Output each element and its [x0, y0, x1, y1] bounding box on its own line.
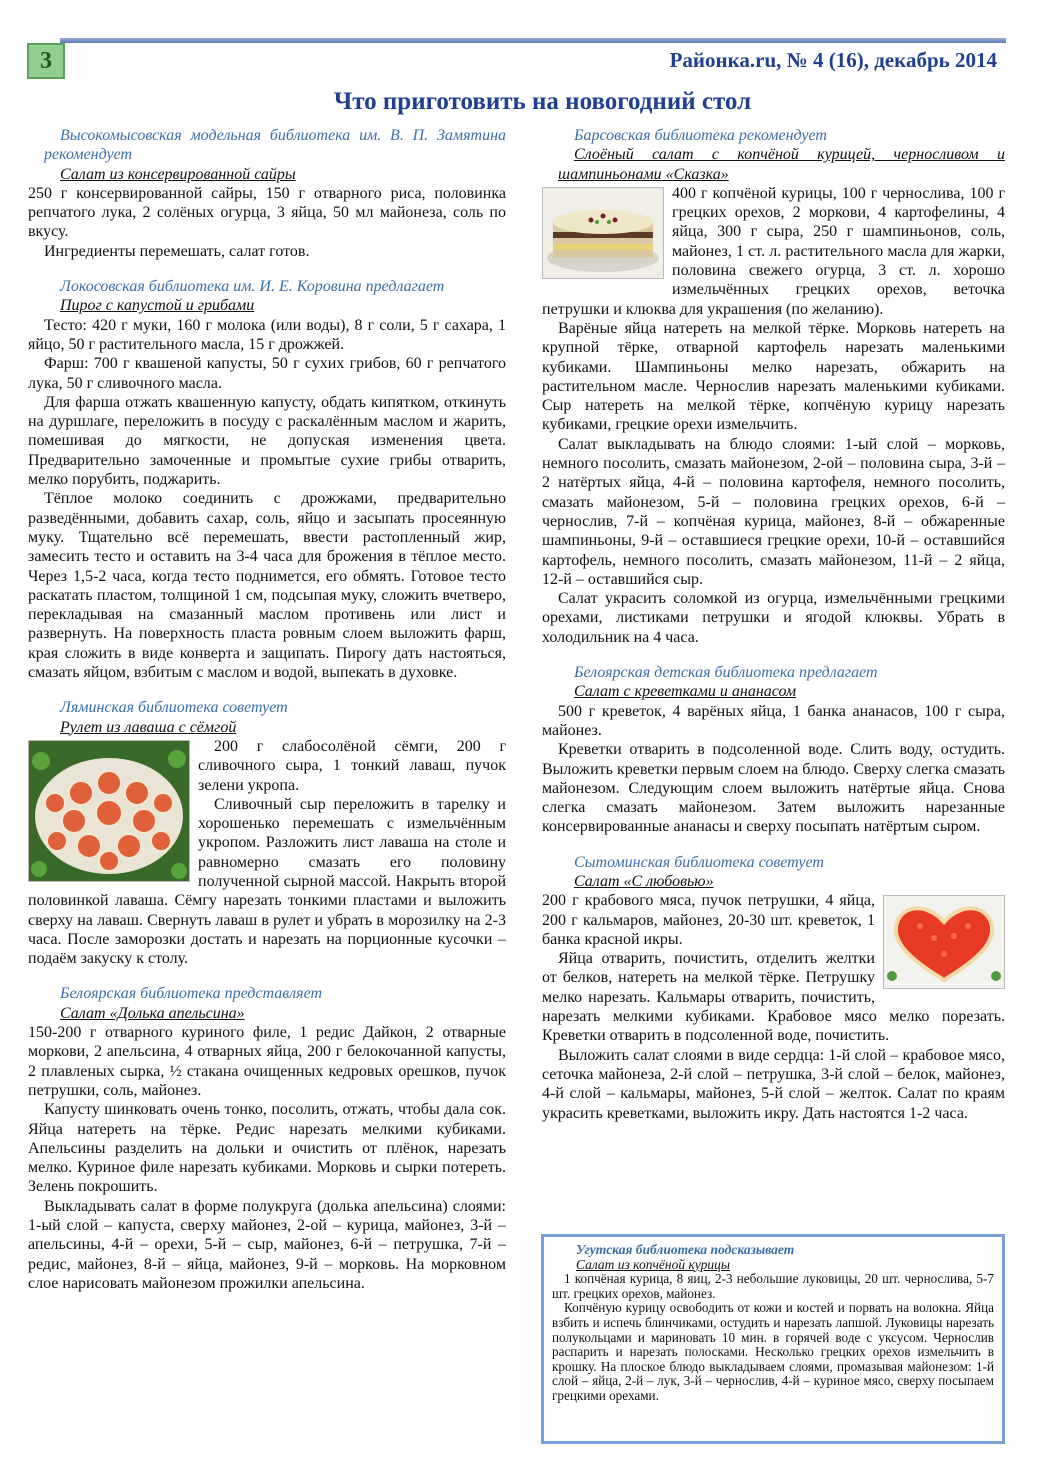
- salmon-roll-photo: [28, 740, 190, 882]
- recipe-title: Слоёный салат с копчёной курицей, черносливом и шампиньонами «Сказка»: [558, 146, 1005, 183]
- ingredients: 400 г копчёной курицы, 100 г чернослива, 100 г грецких орехов, 2 моркови, 4 картофелины, 4 яйца, 300 г сыра, 250 г шампиньонов, соль, майонез, 1 ст. л. растительного масла для жарки, половина свежего огурца, 3 ст. л. хорошо измельчённых грецких орехов, веточка петрушки и клюква для украшения (по желанию).: [542, 184, 1005, 318]
- instructions: Выкладывать салат в форме полукруга (долька апельсина) слоями: 1-ый слой – капуста, сверху майонез, 2-ой – курица, майонез, 3-й – апельсины, 4-й – орехи, 5-й – сыр, майонез, 6-й – петрушка, 7-й – редис, майонез, 8-й – яйца, майонез, 9-й – морковь. На морковном слое нарисовать майонезом прожилки апельсина.: [28, 1197, 506, 1292]
- recipe-saury-salad: [28, 126, 506, 261]
- instructions: Сливочный сыр переложить в тарелку и хорошенько перемешать с измельчённым укропом. Разложить лист лаваша на столе и равномерно смазать его половину полученной сырной массой. Накрыть второй половинкой лаваша. Сёмгу нарезать тонкими пластами и выложить сверху на лаваш. Свернуть лаваш в рулет и убрать в морозилку на 2-3 часа. После заморозки достать и нарезать на порционные кусочки – подаём закуску к столу.: [28, 795, 506, 968]
- recipe-title: Салат «С любовью»: [574, 872, 714, 890]
- page-number: 3: [27, 43, 65, 79]
- instructions: Яйца отварить, почистить, отделить желтки от белков, натереть на мелкой тёрке. Петрушку мелко нарезать. Кальмары отварить, почистить, нарезать мелкими кубиками. Крабовое мясо мелко порезать. Креветки отварить в подсоленной воде, почистить.: [542, 950, 1005, 1045]
- boxed-recipe-smoked-chicken: [541, 1234, 1005, 1444]
- library-name: Белоярская библиотека представляет: [60, 985, 323, 1003]
- layered-salad-photo: [542, 187, 664, 279]
- heart-salad-photo: [883, 895, 1005, 989]
- instructions: Салат украсить соломкой из огурца, измельчёнными грецкими орехами, листиками петрушки и ягодой клюквы. Убрать в холодильник на 4 часа.: [542, 590, 1005, 646]
- instructions: Капусту шинковать очень тонко, посолить, отжать, чтобы дала сок. Яйца натереть на тёрке. Редис нарезать мелкими кубиками. Апельсины разделить на дольки и очистить от плёнок, нарезать мелко. Куриное филе нарезать кубиками. Морковь и сырки потереть. Зелень покрошить.: [28, 1101, 506, 1196]
- library-name: Угутская библиотека подсказывает: [576, 1242, 795, 1257]
- library-name: Белоярская детская библиотека предлагает: [574, 664, 878, 682]
- recipe-skazka-salad: [542, 126, 1005, 647]
- instructions: Ингредиенты перемешать, салат готов.: [44, 242, 310, 260]
- instructions: Салат выкладывать на блюдо слоями: 1-ый слой – морковь, немного посолить, смазать майонезом, 2-ой – половина сыра, 3-й – 2 натёртых яйца, 4-й – половина картофеля, немного посолить, смазать майонезом, 5-й – половина грецких орехов, 6-й – чернослив, 7-й – копчёная курица, майонез, 8-й – обжаренные шампиньоны, 9-й – оставшиеся грецкие орехи, 10-й – оставшийся картофель, немного посолить, смазать майонезом, 11-й – 2 яйца, 12-й – оставшийся сыр.: [542, 435, 1005, 588]
- ingredients: 200 г крабового мяса, пучок петрушки, 4 яйца, 200 г кальмаров, майонез, 20-30 шт. креветок, 1 банка красной икры.: [542, 892, 875, 948]
- instructions: Тёплое молоко соединить с дрожжами, предварительно разведёнными, добавить сахар, соль, яйцо и засыпать просеянную муку. Тщательно всё перемешать, ввести растопленный жир, замесить тесто и оставить на 3-4 часа для брожения в тёплое место. Через 1,5-2 часа, когда тесто поднимется, его обмять. Готовое тесто раскатать пластом, толщиной 1 см, подсыпая муку, сложить вчетверо, перекладывая на смазанный маслом противень или лист и развернуть. На поверхность пласта ровным слоем выложить фарш, края сложить в виде конверта и защипать. Пирогу дать настояться, смазать яйцом, взбитым с маслом и водой, выпекать в духовке.: [28, 490, 506, 682]
- recipe-cabbage-pie: [28, 277, 506, 682]
- ingredients: 200 г слабосолёной сёмги, 200 г сливочного сыра, 1 тонкий лаваш, пучок зелени укропа.: [198, 737, 506, 794]
- issue-title: Районка.ru, № 4 (16), декабрь 2014: [669, 48, 997, 72]
- recipe-title: Салат из консервированной сайры: [60, 165, 296, 183]
- recipe-with-love-salad: [542, 853, 1005, 1123]
- recipe-title: Рулет из лаваша с сёмгой: [60, 718, 237, 736]
- library-name: Ляминская библиотека советует: [60, 699, 288, 717]
- ingredients: 1 копчёная курица, 8 яиц, 2-3 небольшие луковицы, 20 шт. чернослива, 5-7 шт. грецких орехов, майонез.: [552, 1271, 994, 1301]
- ingredients-dough: Тесто: 420 г муки, 160 г молока (или воды), 8 г соли, 5 г сахара, 1 яйцо, 50 г растительного масла, 15 г дрожжей.: [28, 316, 506, 353]
- header-rule: [60, 38, 1006, 43]
- recipe-lavash-roll: [28, 698, 506, 968]
- instructions: Креветки отварить в подсоленной воде. Слить воду, остудить. Выложить креветки первым слоем на блюдо. Сверху слегка смазать майонезом. Следующим слоем выложить натёртые яйца. Снова слегка смазать майонезом. Затем выложить нарезанные консервированные ананасы и сверху посыпать натёртым сыром.: [542, 741, 1005, 836]
- recipe-shrimp-pineapple-salad: [542, 663, 1005, 837]
- recipe-title: Салат с креветками и ананасом: [574, 683, 797, 701]
- instructions: Копчёную курицу освободить от кожи и костей и порвать на волокна. Яйца взбить и испечь блинчиками, остудить и нарезать лапшой. Луковицы нарезать полукольцами и мариновать 10 мин. в горячей воде с уксусом. Чернослив распарить и нарезать полосками. Несколько грецких орехов измельчить в крошку. На плоское блюдо выкладываем слоями, промазывая майонезом: 1-й слой – яйца, 2-й – лук, 3-й – чернослив, 4-й – куриное мясо, сверху посыпаем грецкими орехами.: [552, 1300, 994, 1403]
- instructions: Варёные яйца натереть на мелкой тёрке. Морковь натереть на крупной тёрке, отварной картофель нарезать маленькими кубиками. Шампиньоны мелко нарезать, обжарить на растительном масле. Чернослив нарезать маленькими кубиками. Сыр натереть на мелкой тёрке, копчёную курицу нарезать кубиками, грецкие орехи измельчить.: [542, 319, 1005, 434]
- instructions: Для фарша отжать квашенную капусту, обдать кипятком, откинуть на дуршлаге, переложить в посуду с раскалённым маслом и жарить, помешивая до мягкости, не допуская изменения цвета. Предварительно замоченные и промытые сухие грибы отварить, мелко порубить, поджарить.: [28, 393, 506, 489]
- recipe-orange-slice-salad: [28, 984, 506, 1293]
- page-headline: Что приготовить на новогодний стол: [333, 88, 752, 115]
- recipe-title: Пирог с капустой и грибами: [60, 297, 255, 315]
- left-column: [28, 126, 506, 1309]
- recipe-title: Салат «Долька апельсина»: [60, 1004, 245, 1022]
- library-name: Барсовская библиотека рекомендует: [574, 127, 827, 144]
- library-name: Высокомысовская модельная библиотека им. В. П. Замятина рекомендует: [44, 127, 506, 164]
- ingredients: 150-200 г отварного куриного филе, 1 редис Дайкон, 2 отварные моркови, 2 апельсина, 4 отварных яйца, 200 г белокочанной капусты, 2 плавленых сырка, ½ стакана очищенных кедровых орешков, пучок петрушки, соль, майонез.: [28, 1024, 506, 1099]
- ingredients: 250 г консервированной сайры, 150 г отварного риса, половинка репчатого лука, 2 солёных огурца, 3 яйца, 50 мл майонеза, соль по вкусу.: [28, 184, 506, 241]
- instructions: Выложить салат слоями в виде сердца: 1-й слой – крабовое мясо, сеточка майонеза, 2-й слой – петрушка, 3-й слой – белок, майонез, 4-й слой – кальмары, майонез, 5-й слой – желток. Салат по краям украсить креветками, выложить икру. Дать настоятся 1-2 часа.: [542, 1046, 1005, 1122]
- right-column: [542, 126, 1005, 1139]
- recipe-title: Салат из копчёной курицы: [576, 1256, 730, 1272]
- library-name: Локосовская библиотека им. И. Е. Коровина предлагает: [60, 278, 445, 296]
- library-name: Сытоминская библиотека советует: [574, 853, 824, 871]
- ingredients: 500 г креветок, 4 варёных яйца, 1 банка ананасов, 100 г сыра, майонез.: [542, 702, 1005, 739]
- ingredients-filling: Фарш: 700 г квашеной капусты, 50 г сухих грибов, 60 г репчатого лука, 50 г сливочного масла.: [28, 355, 506, 392]
